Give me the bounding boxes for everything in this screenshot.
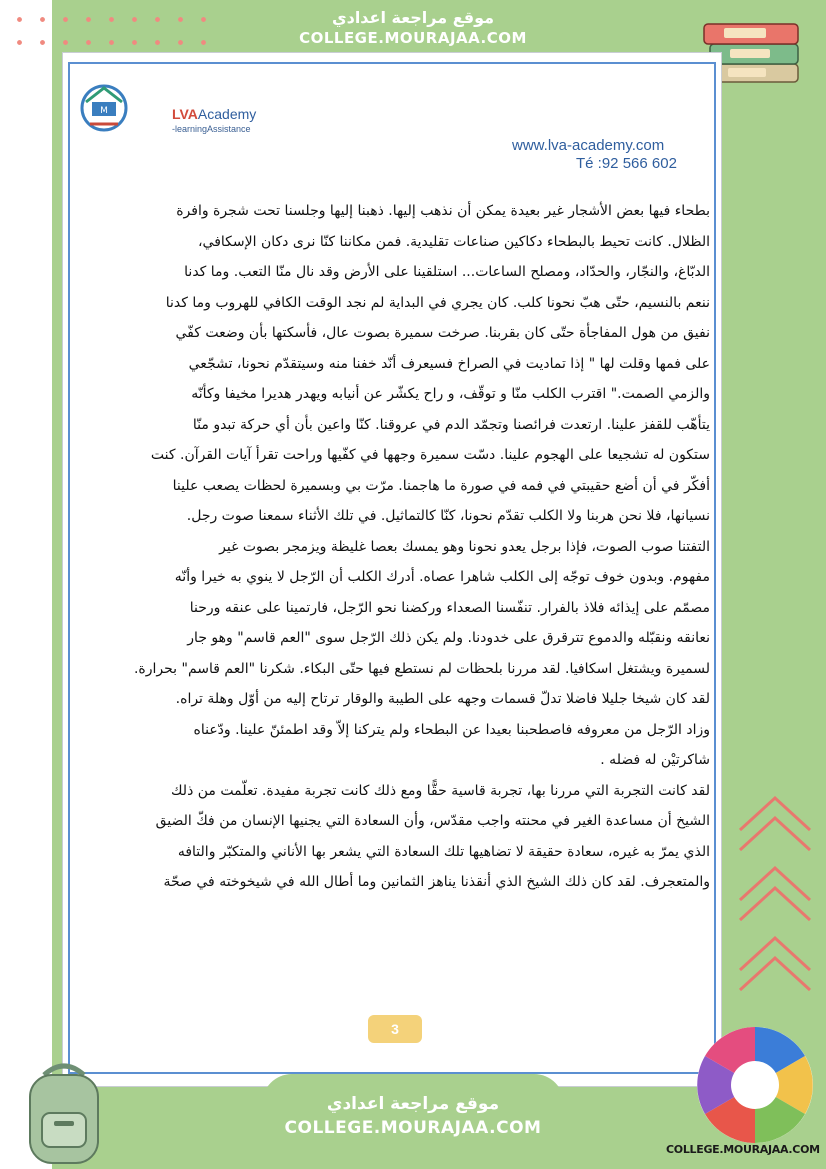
story-line: مفهوم. وبدون خوف توجّه إلى الكلب شاهرا عصاه. أدرك الكلب أن الرّجل لا ينوي به خيرا وأنّه — [174, 569, 710, 585]
top-banner-url[interactable]: COLLEGE.MOURAJAA.COM — [299, 29, 527, 47]
story-line: لقد كان شيخا جليلا فاضلا تدلّ قسمات وجهه على الطيبة والوقار ترتاح إليه من أوّل وهلة تراه. — [175, 691, 710, 707]
story-line: والزمي الصمت." اقترب الكلب منّا و توقّف، و راح يكشّر عن أنيابه ويهدر هديرا مخيفا وكأنّه — [191, 386, 710, 402]
story-line: ننعم بالنسيم، حتّى هبّ نحونا كلب. كان يجري في البداية لم نجد الوقت الكافي للهروب وما كدنا — [165, 294, 710, 311]
bottom-banner-arabic: موقع مراجعة اعدادي — [326, 1094, 500, 1114]
academy-brand — [172, 106, 256, 134]
story-line: يتأهّب للقفز علينا. ارتعدت فرائصنا وتجمّد الدم في عروقنا. كنّا واعين بأن أي حركة تبدو منّا — [192, 416, 710, 433]
academy-name-lva: LVA — [172, 106, 198, 122]
story-line: الذي يمرّ به غيره، سعادة حقيقة لا تضاهيها تلك السعادة التي يشعر بها الأناني والمتكبّر والتافه — [177, 843, 710, 860]
story-line: الدبّاغ، والنجّار، والحدّاد، ومصلح الساعات... استلقينا على الأرض وقد نال منّا التعب. وما كدنا — [184, 264, 710, 280]
story-line: ستكون له تشجيعا على الهجوم علينا. دسّت سميرة وجهها في كفّيها وراحت تقرأ آيات القرآن. كنت — [150, 447, 710, 463]
academy-name — [172, 106, 256, 122]
story-line: على فمها وقلت لها " إذا تماديت في الصراخ فسيعرف أنّد خفنا منه وسيتقدّم نحونا، تشجّعي — [188, 355, 710, 372]
story-line: التفتنا صوب الصوت، فإذا برجل يعدو نحونا وهو يمسك بعصا غليظة ويزمجر بصوت غير — [219, 538, 710, 555]
academy-name-academy: Academy — [197, 106, 257, 122]
story-line: نفيق من هول المفاجأة حتّى كان بقربنا. صرخت سميرة بصوت عال، فأسكتها بأن وضعت كفّي — [175, 325, 710, 341]
top-site-banner — [263, 0, 563, 56]
academy-subtitle: -learningAssistance — [172, 124, 251, 134]
corner-site-url[interactable]: COLLEGE.MOURAJAA.COM — [666, 1143, 820, 1156]
chevron-decoration-icon — [730, 790, 820, 1020]
story-line: نسيانها، فلا نحن هربنا ولا الكلب تقدّم نحونا، كنّا كالتماثيل. في تلك الأثناء سمعنا صوت رجل. — [186, 508, 710, 524]
academy-contact — [512, 137, 677, 173]
page-number-badge: 3 — [368, 1015, 422, 1043]
subjects-wheel-icon — [694, 1024, 816, 1146]
bottom-site-banner — [262, 1074, 564, 1169]
story-text — [96, 196, 710, 898]
story-line: الشيخ أن مساعدة الغير في محنته واجب مقدّس، وأن السعادة التي يجنيها الإنسان من فكّ الضيق — [155, 813, 710, 829]
story-line: أفكّر في أن أضع حقيبتي في فمه في صورة ما هاجمنا. مرّت بي وبسميرة لحظات يصعب علينا — [172, 477, 710, 494]
academy-website[interactable]: www.lva-academy.com — [512, 137, 665, 154]
story-line: والمتعجرف. لقد كان ذلك الشيخ الذي أنقذنا يناهز الثمانين وما أطال الله في شيخوخته في صحّة — [163, 874, 710, 890]
academy-phone: Té :92 566 602 — [576, 155, 677, 172]
story-line: بطحاء فيها بعض الأشجار غير بعيدة يمكن أن نذهب إليها. ذهبنا إليها وجلسنا تحت شجرة وافرة — [176, 203, 710, 219]
story-line: نعانقه ونقبّله والدموع تترقرق على خدودنا. ولم يكن ذلك الرّجل سوى "العم قاسم" وهو جار — [187, 630, 710, 646]
decorative-dots — [8, 8, 218, 54]
story-line: شاكرتيْن له فضله . — [600, 752, 710, 768]
story-line: مصمّم على إيذائه فلاذ بالفرار. تنفّسنا الصعداء وركضنا نحو الرّجل، فارتمينا على عنقه ورحنا — [189, 599, 710, 616]
story-line: الظلال. كانت تحيط بالبطحاء دكاكين صناعات تقليدية. فمن مكاننا كنّا نرى دكان الإسكافي، — [198, 233, 710, 250]
bottom-banner-url[interactable]: COLLEGE.MOURAJAA.COM — [284, 1118, 542, 1138]
left-margin — [0, 0, 52, 1169]
svg-text:M: M — [100, 106, 108, 116]
story-line: لسميرة ويشتغل اسكافيا. لقد مررنا بلحظات لم نستطع فيها حتّى البكاء. شكرنا "العم قاسم" بحرارة. — [133, 660, 710, 677]
backpack-icon — [14, 1055, 114, 1167]
top-banner-arabic: موقع مراجعة اعدادي — [331, 8, 495, 27]
story-line: وزاد الرّجل من معروفه فاصطحبنا بعيدا عن البطحاء ولم يتركنا إلاّ وقد اطمئنّ علينا. ودّعناه — [193, 721, 710, 738]
story-line: لقد كانت التجربة التي مررنا بها، تجربة قاسية حقًّا ومع ذلك كانت تجربة مفيدة. تعلّمت من ذلك — [171, 782, 710, 799]
academy-logo-icon — [76, 82, 132, 134]
